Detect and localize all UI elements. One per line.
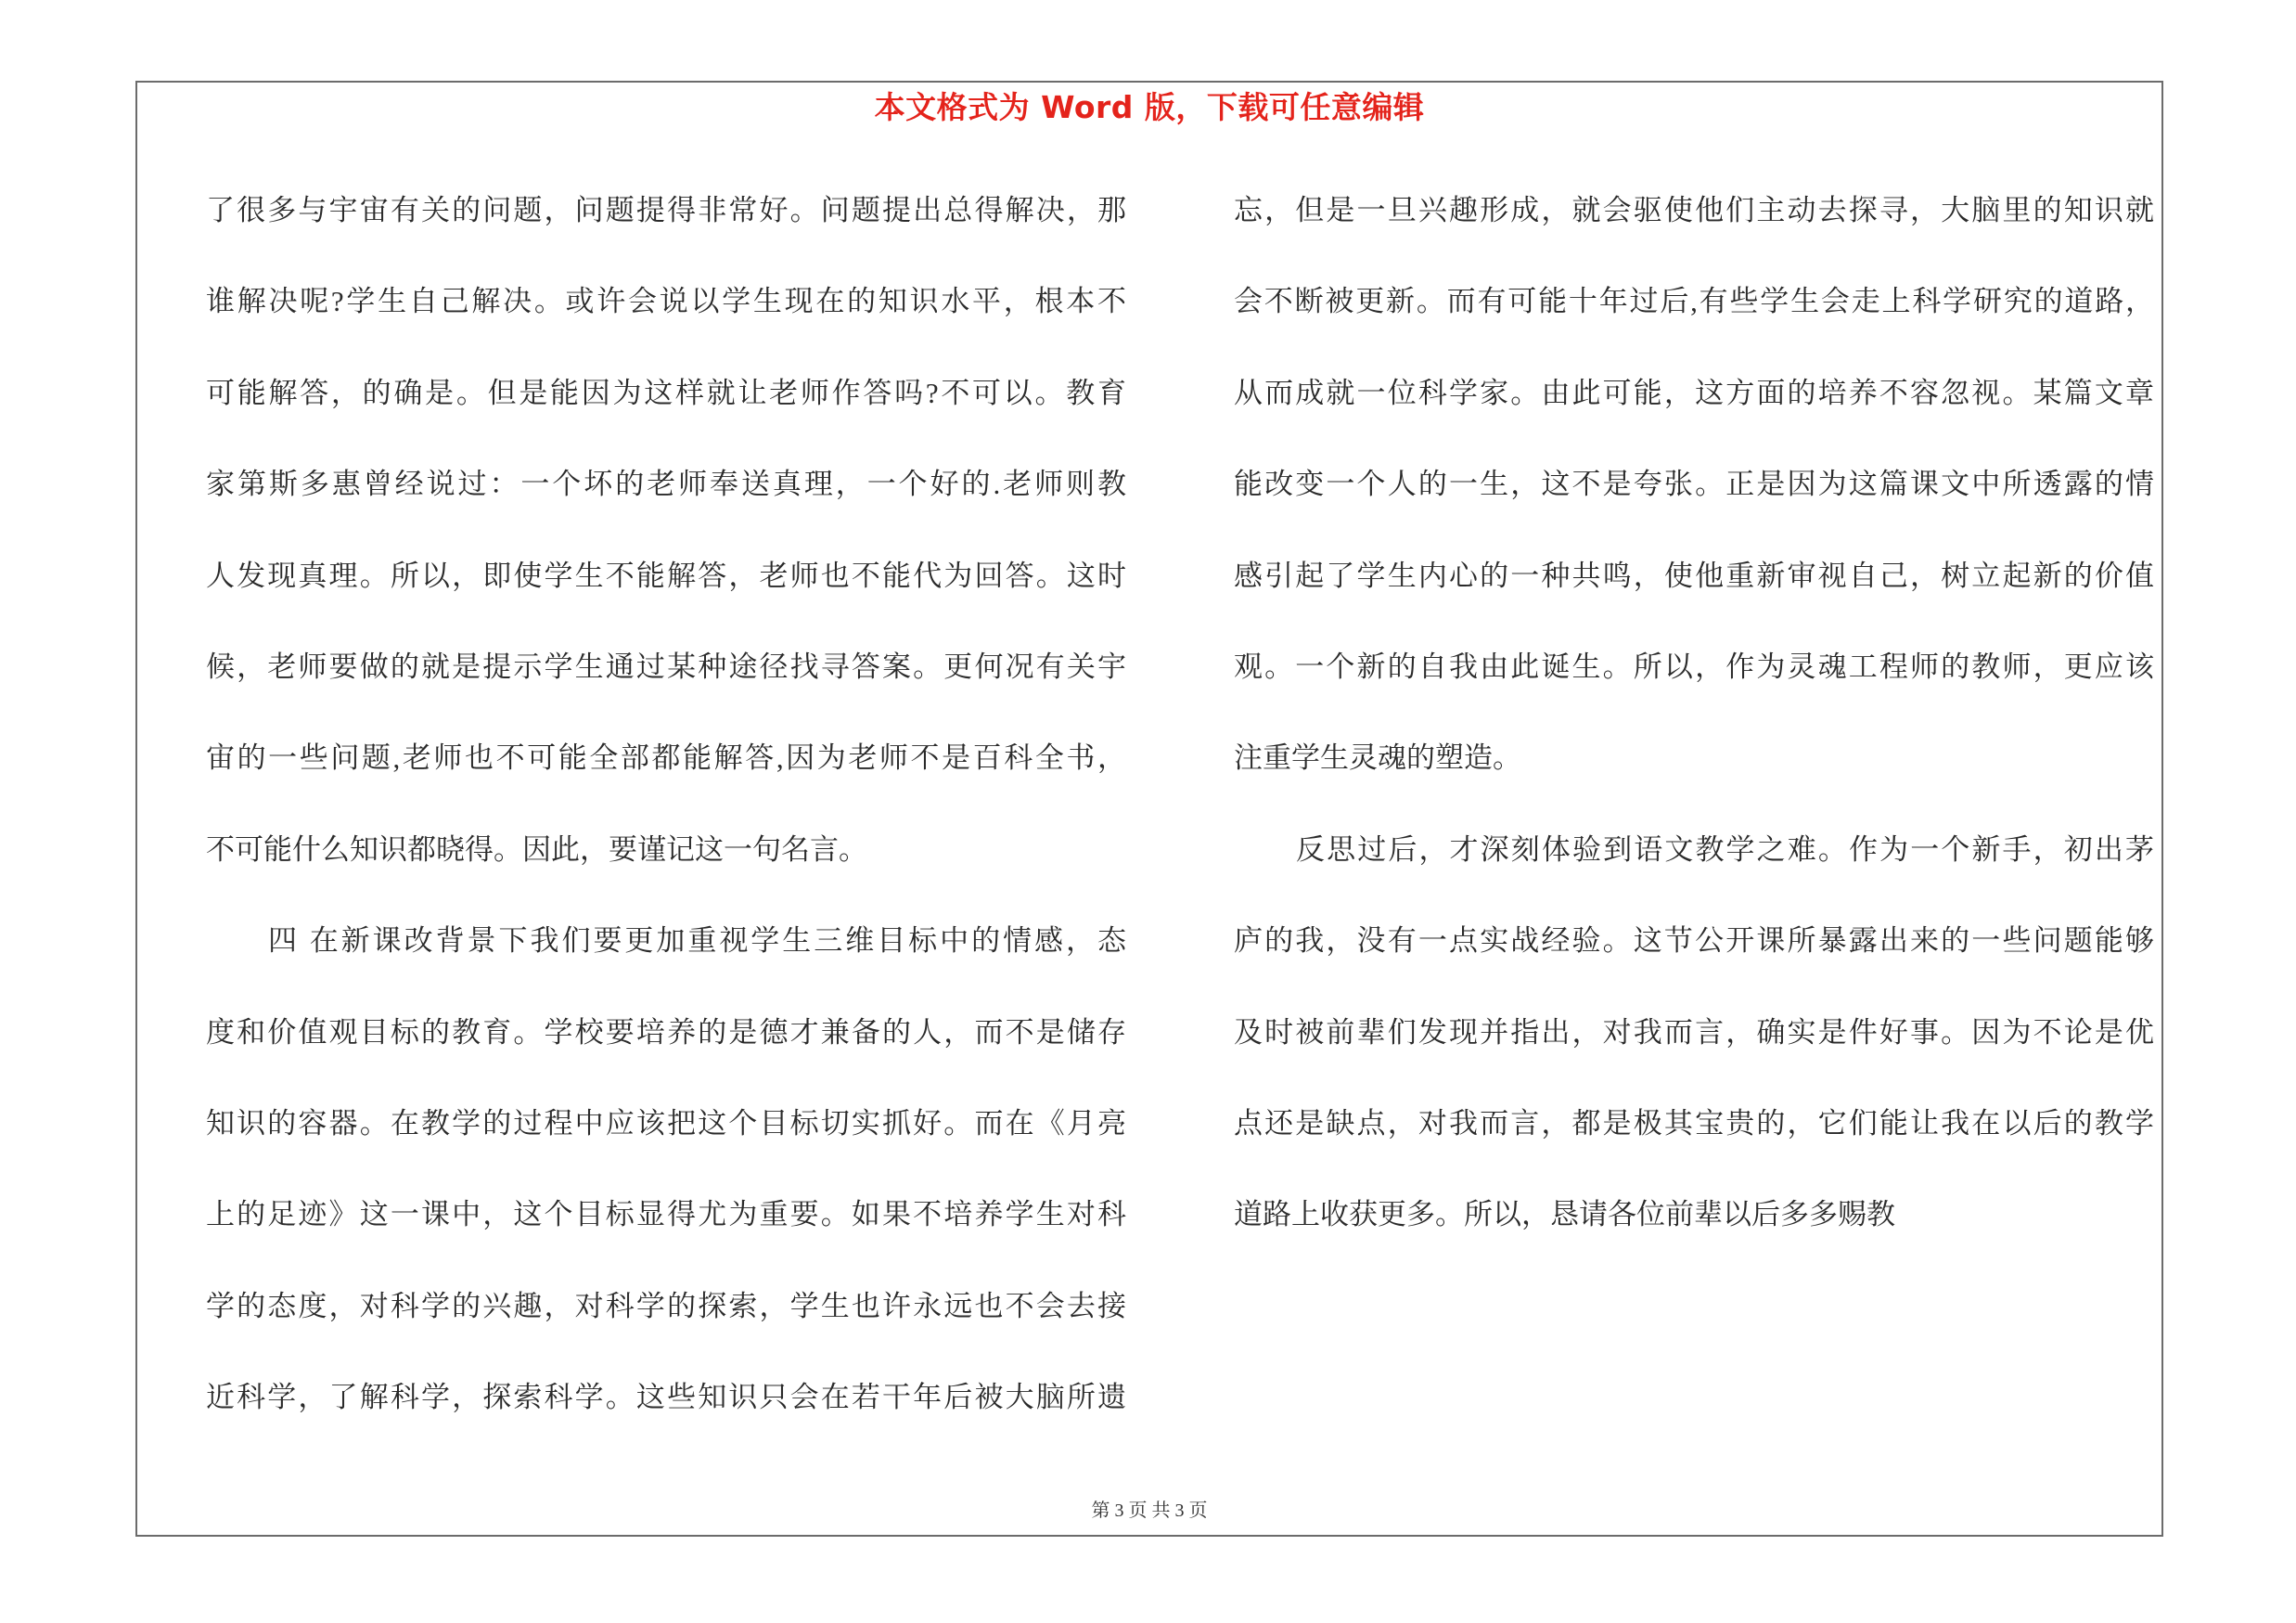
text-line: 不可能什么知识都晓得。因此，要谨记这一句名言。 <box>206 832 867 866</box>
left-column <box>206 165 1126 1443</box>
text-line: 人发现真理。所以，即使学生不能解答，老师也不能代为回答。这时 <box>206 559 1126 592</box>
text-line: 庐的我，没有一点实战经验。这节公开课所暴露出来的一些问题能够 <box>1234 924 2154 958</box>
text-line: 能改变一个人的一生，这不是夸张。正是因为这篇课文中所透露的情 <box>1234 468 2154 501</box>
paragraph <box>1234 805 2154 1261</box>
text-line: 及时被前辈们发现并指出，对我而言，确实是件好事。因为不论是优 <box>1234 1015 2154 1049</box>
text-line: 近科学，了解科学，探索科学。这些知识只会在若干年后被大脑所遗 <box>206 1381 1126 1414</box>
text-line: 候，老师要做的就是提示学生通过某种途径找寻答案。更何况有关宇 <box>206 650 1126 683</box>
text-line: 会不断被更新。而有可能十年过后,有些学生会走上科学研究的道路， <box>1234 285 2154 318</box>
text-line: 度和价值观目标的教育。学校要培养的是德才兼备的人，而不是储存 <box>206 1015 1126 1049</box>
paragraph <box>206 895 1126 1443</box>
text-line: 从而成就一位科学家。由此可能，这方面的培养不容忽视。某篇文章 <box>1234 376 2154 409</box>
format-notice-header: 本文格式为 Word 版，下载可任意编辑 <box>874 89 1425 125</box>
text-line: 四 在新课改背景下我们要更加重视学生三维目标中的情感，态 <box>268 924 1126 958</box>
text-line: 学的态度，对科学的兴趣，对科学的探索，学生也许永远也不会去接 <box>206 1289 1126 1322</box>
text-line: 反思过后，才深刻体验到语文教学之难。作为一个新手，初出茅 <box>1296 832 2154 866</box>
text-line: 宙的一些问题,老师也不可能全部都能解答,因为老师不是百科全书， <box>206 741 1126 775</box>
text-line: 谁解决呢?学生自己解决。或许会说以学生现在的知识水平，根本不 <box>206 285 1126 318</box>
text-line: 家第斯多惠曾经说过：一个坏的老师奉送真理，一个好的.老师则教 <box>206 468 1126 501</box>
text-line: 了很多与宇宙有关的问题，问题提得非常好。问题提出总得解决，那 <box>206 194 1126 226</box>
text-line: 感引起了学生内心的一种共鸣，使他重新审视自己，树立起新的价值 <box>1234 559 2154 592</box>
text-line: 上的足迹》这一课中，这个目标显得尤为重要。如果不培养学生对科 <box>206 1198 1126 1231</box>
text-line: 知识的容器。在教学的过程中应该把这个目标切实抓好。而在《月亮 <box>206 1106 1126 1140</box>
text-line: 道路上收获更多。所以，恳请各位前辈以后多多赐教 <box>1234 1198 1895 1231</box>
text-line: 观。一个新的自我由此诞生。所以，作为灵魂工程师的教师，更应该 <box>1234 650 2154 683</box>
page-number-footer: 第 3 页 共 3 页 <box>1091 1501 1208 1521</box>
text-line: 忘，但是一旦兴趣形成，就会驱使他们主动去探寻，大脑里的知识就 <box>1234 194 2154 226</box>
paragraph <box>1234 165 2154 805</box>
right-column <box>1234 165 2154 1261</box>
text-line: 注重学生灵魂的塑造。 <box>1234 741 1521 775</box>
paragraph <box>206 165 1126 895</box>
text-line: 可能解答，的确是。但是能因为这样就让老师作答吗?不可以。教育 <box>206 376 1126 409</box>
text-line: 点还是缺点，对我而言，都是极其宝贵的，它们能让我在以后的教学 <box>1234 1106 2154 1140</box>
